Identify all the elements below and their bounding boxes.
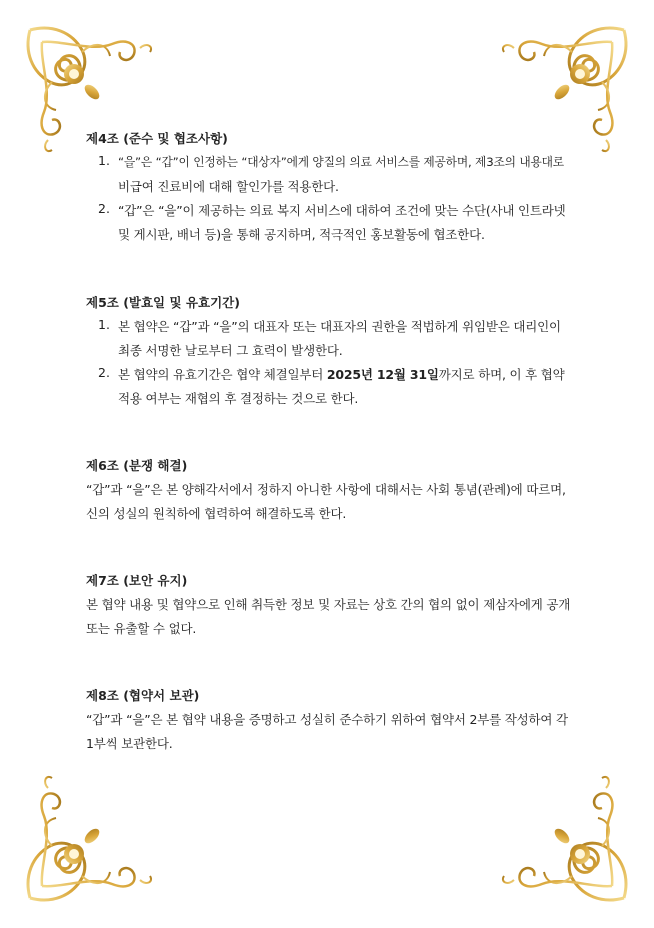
section-5-item-2-line-2: 적용 여부는 재협의 후 결정하는 것으로 한다. xyxy=(118,391,359,406)
section-4-item-1-line-2: 비급여 진료비에 대해 할인가를 적용한다. xyxy=(118,179,339,194)
section-8-line-2: 1부씩 보관한다. xyxy=(86,736,173,751)
section-5-item-1-line-2: 최종 서명한 날로부터 그 효력이 발생한다. xyxy=(118,343,343,358)
section-8-line-1: “갑”과 “을”은 본 협약 내용을 증명하고 성실히 준수하기 위하여 협약서 2부를 작성하여 각 xyxy=(86,712,568,727)
section-4-item-1-line-1: “을”은 “갑”이 인정하는 “대상자”에게 양질의 의료 서비스를 제공하며, 제3조의 내용대로 xyxy=(118,155,564,169)
section-6-line-2: 신의 성실의 원칙하에 협력하여 해결하도록 한다. xyxy=(86,506,347,521)
section-7-line-1: 본 협약 내용 및 협약으로 인해 취득한 정보 및 자료는 상호 간의 협의 없이 제삼자에게 공개 xyxy=(86,597,571,612)
section-8-title: 제8조 (협약서 보관) xyxy=(86,688,200,703)
section-5-item-1-number: 1. xyxy=(98,317,110,332)
section-4-title: 제4조 (준수 및 협조사항) xyxy=(86,131,228,146)
section-5-item-1-line-1: 본 협약은 “갑”과 “을”의 대표자 또는 대표자의 권한을 적법하게 위임받은 대리인이 xyxy=(118,319,561,334)
section-7-title: 제7조 (보안 유지) xyxy=(86,573,188,588)
section-5-item-2-line-1-pre: 본 협약의 유효기간은 협약 체결일부터 xyxy=(118,367,327,382)
section-5-expiry-date: 2025년 12월 31일 xyxy=(326,367,439,382)
section-4-item-2-number: 2. xyxy=(98,201,110,216)
section-4-item-2-line-2: 및 게시판, 배너 등)을 통해 공지하며, 적극적인 홍보활동에 협조한다. xyxy=(118,227,485,242)
section-5-item-2-number: 2. xyxy=(98,365,110,380)
section-5-item-2-line-1-post: 까지로 하며, 이 후 협약 xyxy=(438,367,565,382)
section-6-title: 제6조 (분쟁 해결) xyxy=(86,458,188,473)
section-4-item-1-number: 1. xyxy=(98,153,110,168)
section-4-item-2-line-1: “갑”은 “을”이 제공하는 의료 복지 서비스에 대하여 조건에 맞는 수단(사내 인트라넷 xyxy=(118,203,566,218)
section-5-title: 제5조 (발효일 및 유효기간) xyxy=(86,295,240,310)
section-7-line-2: 또는 유출할 수 없다. xyxy=(86,621,197,636)
section-5-item-2-line-1 xyxy=(118,365,565,383)
section-6-line-1: “갑”과 “을”은 본 양해각서에서 정하지 아니한 사항에 대해서는 사회 통념(관례)에 따르며, xyxy=(86,482,566,497)
